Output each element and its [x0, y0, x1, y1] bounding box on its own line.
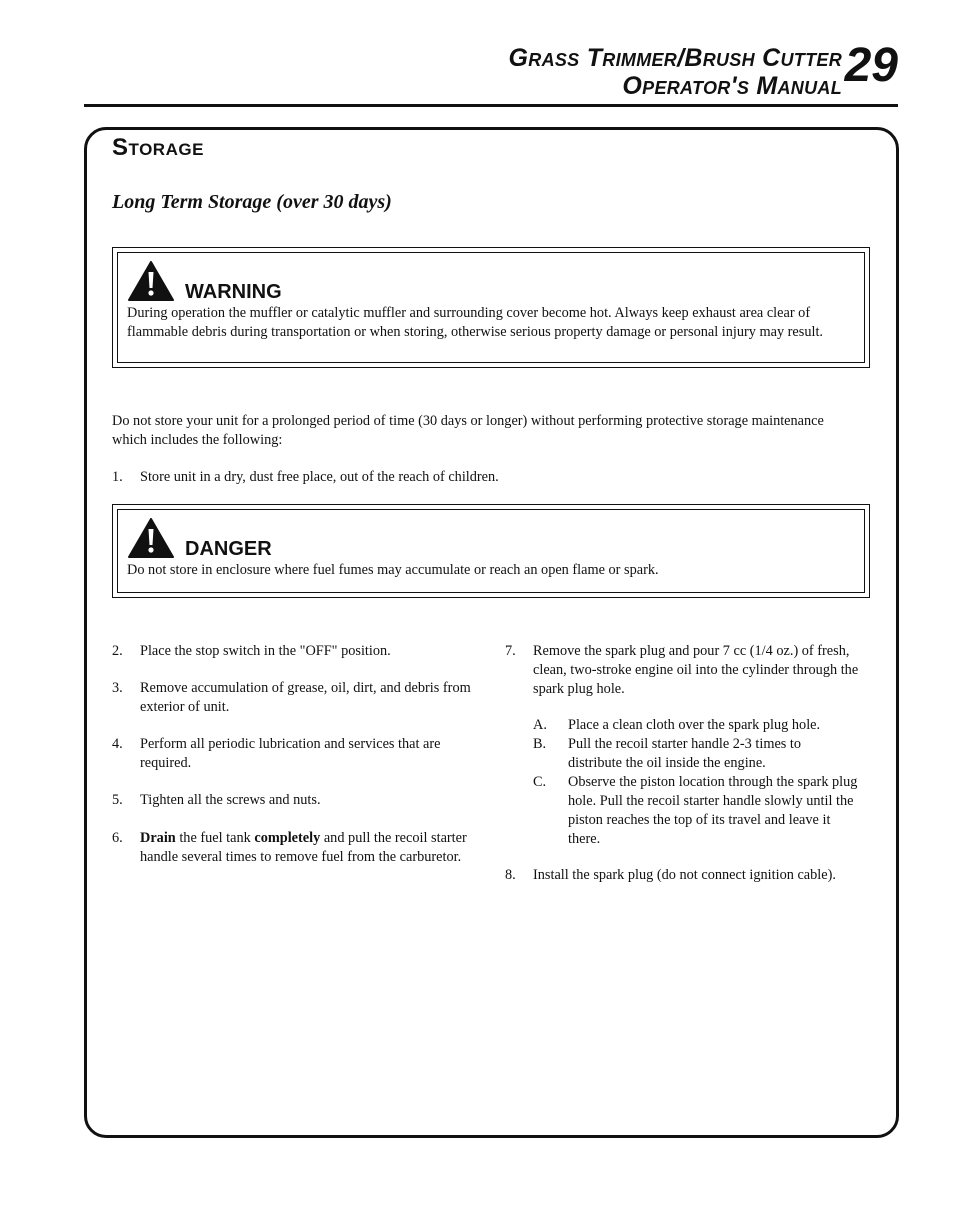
danger-text: Do not store in enclosure where fuel fumes may accumulate or reach an open flame or spark.: [127, 562, 659, 578]
step-4-text: Perform all periodic lubrication and services that are required.: [140, 736, 441, 771]
step-3-text: Remove accumulation of grease, oil, dirt, and debris from exterior of unit.: [140, 680, 471, 715]
step-7-text: Remove the spark plug and pour 7 cc (1/4 oz.) of fresh, clean, two-stroke engine oil into the cylinder through the spark plug hole.: [533, 643, 859, 697]
section-subtitle: Long Term Storage (over 30 days): [112, 191, 392, 213]
step-6-text: [140, 829, 480, 867]
danger-box-inner: [117, 509, 865, 593]
step-7c-text: Observe the piston location through the spark plug hole. Pull the recoil starter handle slowly until the piston reaches the top of its travel and leave it there.: [568, 774, 858, 847]
section-title: Storage: [112, 134, 204, 161]
step-7-number: 7.: [505, 643, 516, 659]
step-6-text-rest: and pull the recoil starter handle several times to remove fuel from the carburetor.: [140, 830, 467, 865]
step-5-text: Tighten all the screws and nuts.: [140, 792, 321, 808]
warning-label: WARNING: [185, 281, 282, 303]
step-6-bold-completely: completely: [254, 830, 321, 846]
step-7a-text: Place a clean cloth over the spark plug hole.: [568, 717, 821, 733]
step-1-text: Store unit in a dry, dust free place, out of the reach of children.: [140, 469, 499, 485]
step-7a-letter: A.: [533, 717, 547, 733]
warning-text: During operation the muffler or catalytic muffler and surrounding cover become hot. Always keep exhaust area clear of flammable debris during transportation or when storing, otherwise serious property damage or personal injury may result.: [127, 305, 824, 340]
manual-title: [509, 44, 842, 100]
step-6-number: 6.: [112, 830, 123, 846]
warning-triangle-icon: [128, 261, 174, 301]
step-2-text: Place the stop switch in the "OFF" position.: [140, 643, 391, 659]
step-7b-letter: B.: [533, 736, 547, 752]
step-4-number: 4.: [112, 736, 123, 752]
intro-paragraph: Do not store your unit for a prolonged period of time (30 days or longer) without performing protective storage maintenance which includes the following:: [112, 413, 824, 448]
step-1-number: 1.: [112, 469, 123, 485]
manual-title-line2: Operator's Manual: [622, 72, 842, 100]
manual-title-line1: Grass Trimmer/Brush Cutter: [508, 44, 842, 72]
danger-triangle-icon: [128, 518, 174, 558]
danger-label: DANGER: [185, 538, 272, 560]
warning-box: [112, 247, 870, 368]
step-6-text-mid: the fuel tank: [175, 830, 255, 846]
page-number: 29: [844, 39, 898, 92]
header-rule: [84, 104, 898, 107]
warning-box-inner: [117, 252, 865, 363]
step-7b-text: Pull the recoil starter handle 2-3 times to distribute the oil inside the engine.: [568, 736, 802, 771]
step-8-text: Install the spark plug (do not connect ignition cable).: [533, 867, 836, 883]
danger-box: [112, 504, 870, 598]
step-6-bold-drain: Drain: [140, 830, 176, 846]
step-8-number: 8.: [505, 867, 516, 883]
step-3-number: 3.: [112, 680, 123, 696]
step-2-number: 2.: [112, 643, 123, 659]
step-7c-letter: C.: [533, 774, 547, 790]
step-5-number: 5.: [112, 792, 123, 808]
